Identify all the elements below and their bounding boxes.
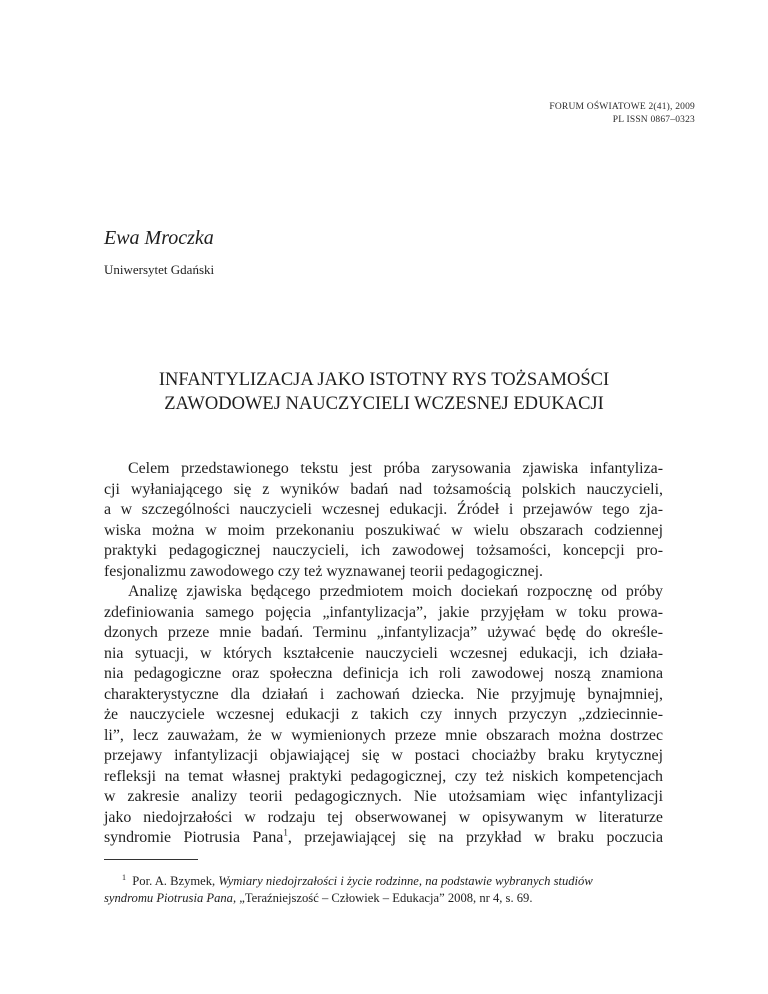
article-body xyxy=(104,459,663,849)
text-line-with-footnote-ref xyxy=(104,828,663,849)
paragraph-1 xyxy=(104,459,663,582)
text-line: przejawy infantylizacji objawiającej się w postaci chociażby braku krytycznej xyxy=(104,747,663,764)
footnote xyxy=(104,873,663,907)
text-line: nia pedagogiczne oraz społeczna definicja ich roli zawodowej noszą znamiona xyxy=(104,665,663,682)
journal-issue: FORUM OŚWIATOWE 2(41), 2009 xyxy=(549,102,695,112)
text-line: praktyki pedagogicznej nauczycieli, ich zawodowej tożsamości, koncepcji pro- xyxy=(104,542,663,559)
text-line: Analizę zjawiska będącego przedmiotem moich dociekań rozpocznę od próby xyxy=(128,583,663,600)
text-line: fesjonalizmu zawodowego czy też wyznawanej teorii pedagogicznej. xyxy=(104,562,544,580)
text-span: , przejawiającej się na przykład w braku poczucia xyxy=(287,829,664,846)
title-line-1: INFANTYLIZACJA JAKO ISTOTNY RYS TOŻSAMOŚCI xyxy=(158,370,610,390)
author-affiliation: Uniwersytet Gdański xyxy=(104,262,215,277)
text-line: nia sytuacji, w których kształcenie nauczycieli wczesnej edukacji, ich działa- xyxy=(104,644,663,662)
footnote-cited-title: Wymiary niedojrzałości i życie rodzinne, na podstawie wybranych studiów xyxy=(218,874,593,888)
footnote-number: 1 xyxy=(122,872,126,882)
journal-header xyxy=(549,101,695,127)
text-line: a w szczególności nauczycieli wczesnej edukacji. Źródeł i przejawów tego zja- xyxy=(104,501,663,518)
text-line: jako niedojrzałości w rodzaju tej obserwowanej w opisywanym w literaturze xyxy=(104,808,663,826)
text-line: zdefiniowania samego pojęcia „infantylizacja”, jakie przyjęłam w toku prowa- xyxy=(104,603,663,621)
text-line: Celem przedstawionego tekstu jest próba zarysowania zjawiska infantyliza- xyxy=(128,460,663,477)
text-line: w zakresie analizy teorii pedagogicznych. Nie utożsamiam więc infantylizacji xyxy=(104,788,663,805)
footnote-prefix: Por. A. Bzymek, xyxy=(132,874,219,888)
text-line: li”, lecz zauważam, że w wymienionych przeze mnie obszarach można dostrzec xyxy=(104,726,663,744)
footnote-line-1 xyxy=(104,873,663,890)
footnote-citation-rest: „Teraźniejszość – Człowiek – Edukacja” 2008, nr 4, s. 69. xyxy=(236,891,533,905)
title-line-2: ZAWODOWEJ NAUCZYCIELI WCZESNEJ EDUKACJI xyxy=(164,394,604,414)
footnote-cited-title-cont: syndromu Piotrusia Pana, xyxy=(104,891,237,905)
footnote-divider xyxy=(104,859,198,860)
article-title xyxy=(104,368,664,416)
text-line: dzonych przeze mnie badań. Terminu „infantylizacja” używać będę do określe- xyxy=(104,624,663,641)
text-line: wiska można w moim przekonaniu poszukiwać w wielu obszarach codziennej xyxy=(104,521,663,539)
text-line: cji wyłaniającego się z wyników badań nad tożsamością polskich nauczycieli, xyxy=(104,480,663,498)
footnote-line-2 xyxy=(104,890,663,907)
text-line: refleksji na temat własnej praktyki pedagogicznej, czy też niskich kompetencjach xyxy=(104,767,663,785)
paragraph-2 xyxy=(104,582,663,849)
footnote-reference[interactable]: 1 xyxy=(283,827,288,838)
text-span: syndromie Piotrusia Pana xyxy=(104,829,284,846)
author-name: Ewa Mroczka xyxy=(104,227,214,249)
text-line: charakterystyczne dla działań i zachowań dziecka. Nie przyjmuję bynajmniej, xyxy=(104,685,663,703)
text-line: że nauczyciele wczesnej edukacji z takich czy innych przyczyn „zdziecinnie- xyxy=(104,706,663,723)
journal-issn: PL ISSN 0867–0323 xyxy=(612,115,695,125)
